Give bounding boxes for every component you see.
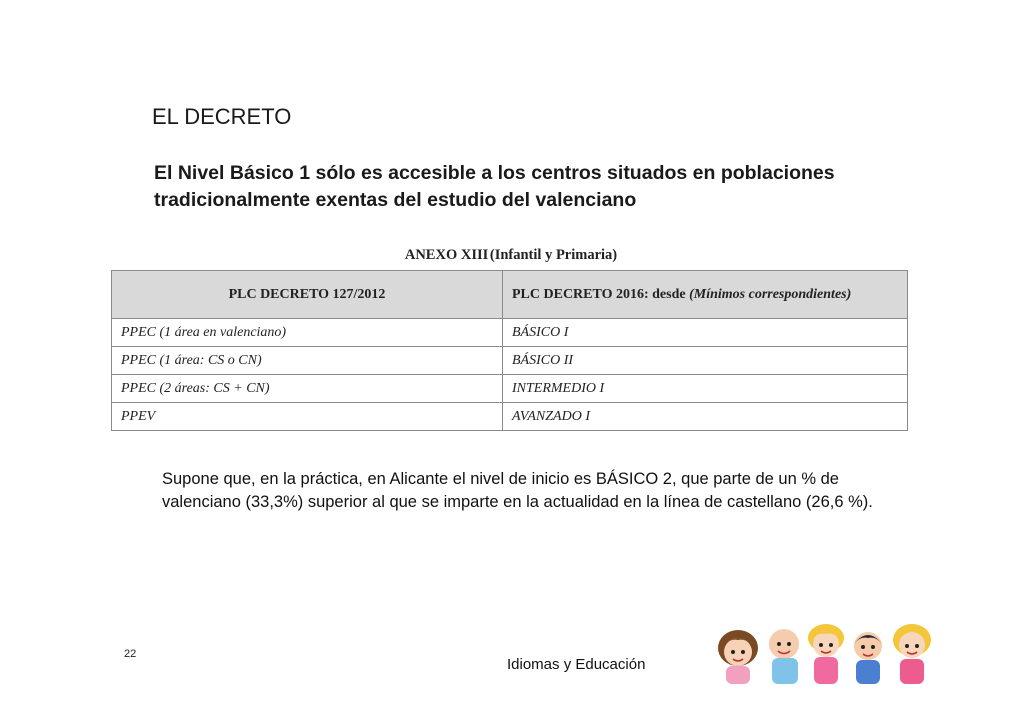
annex-table	[111, 270, 908, 431]
header-right	[503, 271, 908, 319]
child-5	[893, 624, 931, 684]
slide-title: EL DECRETO	[152, 104, 292, 129]
row-right: BÁSICO II	[503, 347, 908, 375]
row-right: INTERMEDIO I	[503, 375, 908, 403]
table-row	[112, 319, 908, 347]
header-left: PLC DECRETO 127/2012	[112, 271, 503, 319]
header-right-italic: (Mínimos correspondientes)	[689, 286, 852, 302]
child-2	[769, 629, 799, 684]
table-row	[112, 347, 908, 375]
table-header-row	[112, 271, 908, 319]
row-right: BÁSICO I	[503, 319, 908, 347]
child-1	[718, 630, 758, 684]
header-right-main: PLC DECRETO 2016: desde	[512, 286, 686, 302]
row-left: PPEC (1 área en valenciano)	[112, 319, 503, 347]
annex-caption-main: ANEXO XIII	[404, 247, 489, 263]
row-left: PPEV	[112, 403, 503, 431]
table-row	[112, 375, 908, 403]
row-right: AVANZADO I	[503, 403, 908, 431]
child-4	[854, 632, 882, 684]
children-illustration	[716, 614, 932, 684]
annex-caption	[0, 247, 1024, 264]
row-left: PPEC (2 áreas: CS + CN)	[112, 375, 503, 403]
table-row	[112, 403, 908, 431]
page-number: 22	[124, 648, 137, 660]
annex-caption-paren: (Infantil y Primaria)	[489, 247, 618, 263]
child-3	[808, 624, 844, 684]
slide-subtitle: El Nivel Básico 1 sólo es accesible a los centros situados en poblaciones tradicionalmente exentas del estudio del valenciano	[154, 162, 835, 211]
footer-text: Idiomas y Educación	[507, 656, 646, 673]
note-paragraph: Supone que, en la práctica, en Alicante el nivel de inicio es BÁSICO 2, que parte de un % de valenciano (33,3%) superior al que se imparte en la actualidad en la línea de castellano (26,6 %).	[162, 470, 873, 511]
row-left: PPEC (1 área: CS o CN)	[112, 347, 503, 375]
